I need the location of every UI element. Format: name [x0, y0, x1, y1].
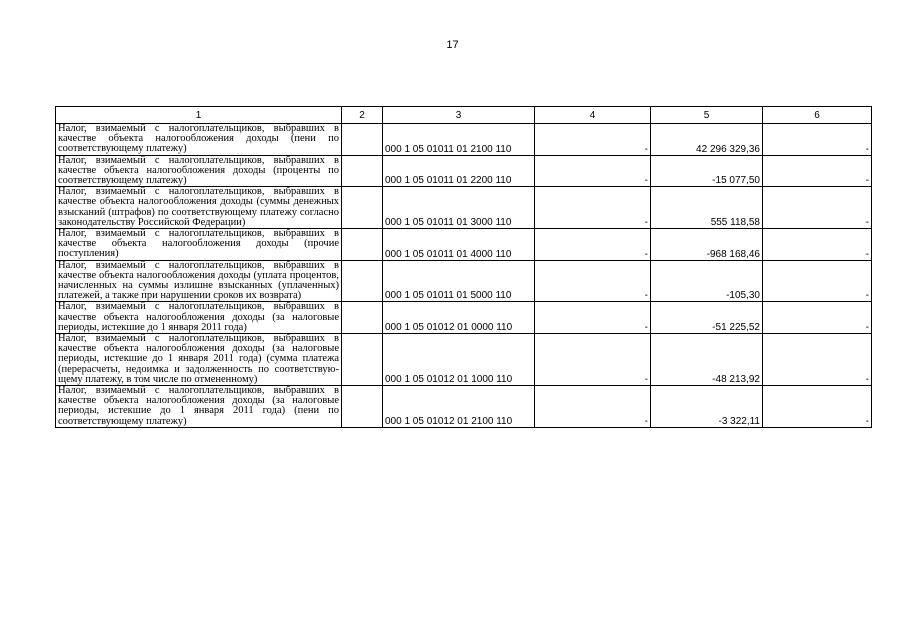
income-table [55, 106, 872, 428]
header-row [56, 107, 872, 124]
income-name: Налог, взимаемый с налогоплательщиков, выбравших в качестве объекта налогообложения доходы (уплата процентов, начисленных на суммы излишне взысканных (уплаченных) платежей, а также при нарушении сроков их возврата) [56, 260, 342, 302]
col6-cell: - [763, 187, 872, 229]
col6-cell: - [763, 386, 872, 428]
header-col-3: 3 [383, 107, 535, 124]
income-name: Налог, взимаемый с налогоплательщиков, выбравших в качестве объекта налогообложения доходы (за налоговые периоды, истекшие до 1 января 2011 года) (пени по соответствующему платежу) [56, 386, 342, 428]
col6-cell: - [763, 229, 872, 261]
amount-cell: -968 168,46 [651, 229, 763, 261]
income-name: Налог, взимаемый с налогоплательщиков, выбравших в качестве объекта налогообложения доходы (прочие поступления) [56, 229, 342, 261]
col2-cell [342, 124, 383, 156]
amount-cell: -3 322,11 [651, 386, 763, 428]
col2-cell [342, 334, 383, 386]
table-row [56, 260, 872, 302]
amount-cell: -51 225,52 [651, 302, 763, 334]
col4-cell: - [535, 155, 651, 187]
table-row [56, 155, 872, 187]
income-name: Налог, взимаемый с налогоплательщиков, выбравших в качестве объекта налогообложения доходы (за налоговые периоды, истекшие до 1 января 2011 года) (сумма платежа (перерасчеты, недоимка и задолженность по соответствующему платежу, в том числе по отмененному) [56, 334, 342, 386]
amount-cell: -15 077,50 [651, 155, 763, 187]
table-row [56, 334, 872, 386]
budget-code: 000 1 05 01012 01 0000 110 [383, 302, 535, 334]
col2-cell [342, 229, 383, 261]
col4-cell: - [535, 302, 651, 334]
page-number: 17 [446, 39, 459, 51]
budget-code: 000 1 05 01011 01 2100 110 [383, 124, 535, 156]
table-row [56, 386, 872, 428]
budget-code: 000 1 05 01011 01 5000 110 [383, 260, 535, 302]
col4-cell: - [535, 229, 651, 261]
header-col-1: 1 [56, 107, 342, 124]
col6-cell: - [763, 260, 872, 302]
table-row [56, 302, 872, 334]
table-row [56, 229, 872, 261]
col2-cell [342, 187, 383, 229]
col4-cell: - [535, 260, 651, 302]
income-name: Налог, взимаемый с налогоплательщиков, выбравших в качестве объекта налогообложения доходы (суммы денежных взысканий (штрафов) по соответствующему платежу согласно законодательству Российской Федерации) [56, 187, 342, 229]
budget-code: 000 1 05 01011 01 3000 110 [383, 187, 535, 229]
col4-cell: - [535, 386, 651, 428]
header-col-2: 2 [342, 107, 383, 124]
income-name: Налог, взимаемый с налогоплательщиков, выбравших в качестве объекта налогообложения доходы (проценты по соответствующему платежу) [56, 155, 342, 187]
col6-cell: - [763, 124, 872, 156]
income-name: Налог, взимаемый с налогоплательщиков, выбравших в качестве объекта налогообложения доходы (за налоговые периоды, истекшие до 1 января 2011 года) [56, 302, 342, 334]
amount-cell: -105,30 [651, 260, 763, 302]
col6-cell: - [763, 302, 872, 334]
budget-code: 000 1 05 01012 01 1000 110 [383, 334, 535, 386]
budget-code: 000 1 05 01011 01 4000 110 [383, 229, 535, 261]
amount-cell: 42 296 329,36 [651, 124, 763, 156]
col2-cell [342, 155, 383, 187]
budget-code: 000 1 05 01011 01 2200 110 [383, 155, 535, 187]
col2-cell [342, 302, 383, 334]
header-col-6: 6 [763, 107, 872, 124]
header-col-4: 4 [535, 107, 651, 124]
budget-code: 000 1 05 01012 01 2100 110 [383, 386, 535, 428]
amount-cell: 555 118,58 [651, 187, 763, 229]
col2-cell [342, 260, 383, 302]
header-col-5: 5 [651, 107, 763, 124]
amount-cell: -48 213,92 [651, 334, 763, 386]
col4-cell: - [535, 334, 651, 386]
col4-cell: - [535, 187, 651, 229]
table-row [56, 124, 872, 156]
table-row [56, 187, 872, 229]
col2-cell [342, 386, 383, 428]
col4-cell: - [535, 124, 651, 156]
income-name: Налог, взимаемый с налогоплательщиков, выбравших в качестве объекта налогообложения доходы (пени по соответствующему платежу) [56, 124, 342, 156]
col6-cell: - [763, 334, 872, 386]
col6-cell: - [763, 155, 872, 187]
